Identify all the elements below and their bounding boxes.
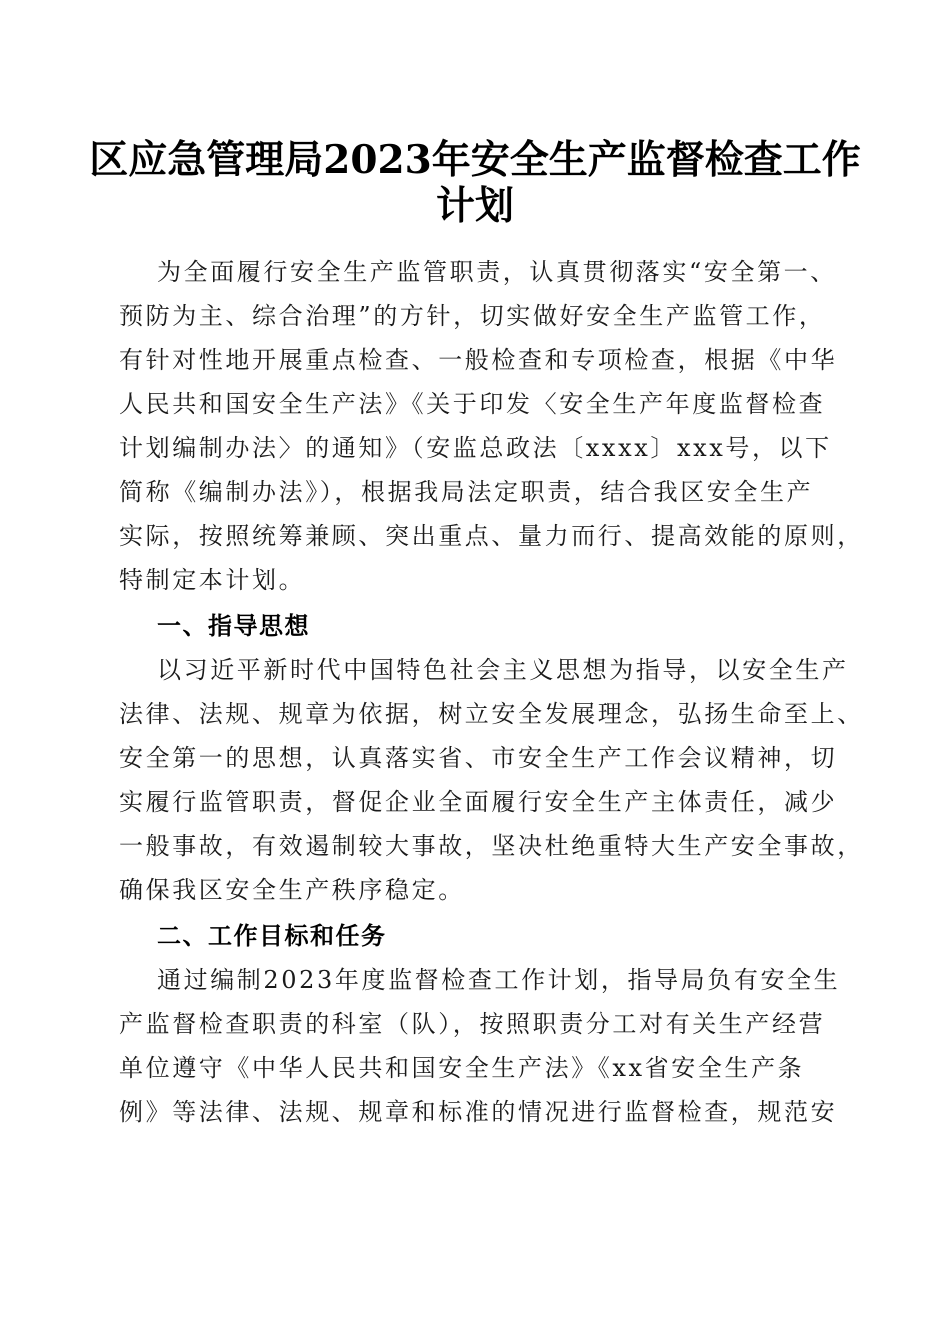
intro-line: 有针对性地开展重点检查、一般检查和专项检查，根据《中华: [119, 346, 838, 374]
section1-line: 安全第一的思想，认真落实省、市安全生产工作会议精神，切: [119, 744, 838, 772]
intro-line: 预防为主、综合治理”的方针，切实做好安全生产监管工作，: [119, 302, 826, 330]
section2-line: 产监督检查职责的科室（队），按照职责分工对有关生产经营: [119, 1010, 826, 1038]
intro-line: 计划编制办法〉的通知》（安监总政法〔xxxx〕xxx号，以下: [119, 434, 832, 462]
intro-line: 简称《编制办法》），根据我局法定职责，结合我区安全生产: [119, 478, 814, 506]
section-heading-guiding-thought: 一、指导思想: [157, 612, 310, 640]
section1-line: 实履行监管职责，督促企业全面履行安全生产主体责任，减少: [119, 788, 838, 816]
intro-line: 特制定本计划。: [119, 566, 306, 594]
section1-line: 一般事故，有效遏制较大事故，坚决杜绝重特大生产安全事故，: [119, 832, 864, 860]
intro-line: 人民共和国安全生产法》《关于印发〈安全生产年度监督检查: [119, 390, 826, 418]
section2-line: 例》等法律、法规、规章和标准的情况进行监督检查，规范安: [119, 1098, 838, 1126]
section2-line: 单位遵守《中华人民共和国安全生产法》《xx省安全生产条: [119, 1054, 805, 1082]
intro-line: 为全面履行安全生产监管职责，认真贯彻落实“安全第一、: [157, 258, 837, 286]
section1-line: 以习近平新时代中国特色社会主义思想为指导，以安全生产: [157, 656, 849, 684]
intro-line: 实际，按照统筹兼顾、突出重点、量力而行、提高效能的原则，: [119, 522, 864, 550]
section2-line: 通过编制2023年度监督检查工作计划，指导局负有安全生: [157, 966, 841, 994]
document-title-line-2: 计划: [435, 183, 514, 229]
document-title-line-1: 区应急管理局2023年安全生产监督检查工作: [89, 137, 861, 183]
section1-line: 确保我区安全生产秩序稳定。: [119, 876, 465, 904]
section1-line: 法律、法规、规章为依据，树立安全发展理念，弘扬生命至上、: [119, 700, 864, 728]
section-heading-goals-tasks: 二、工作目标和任务: [157, 922, 387, 950]
